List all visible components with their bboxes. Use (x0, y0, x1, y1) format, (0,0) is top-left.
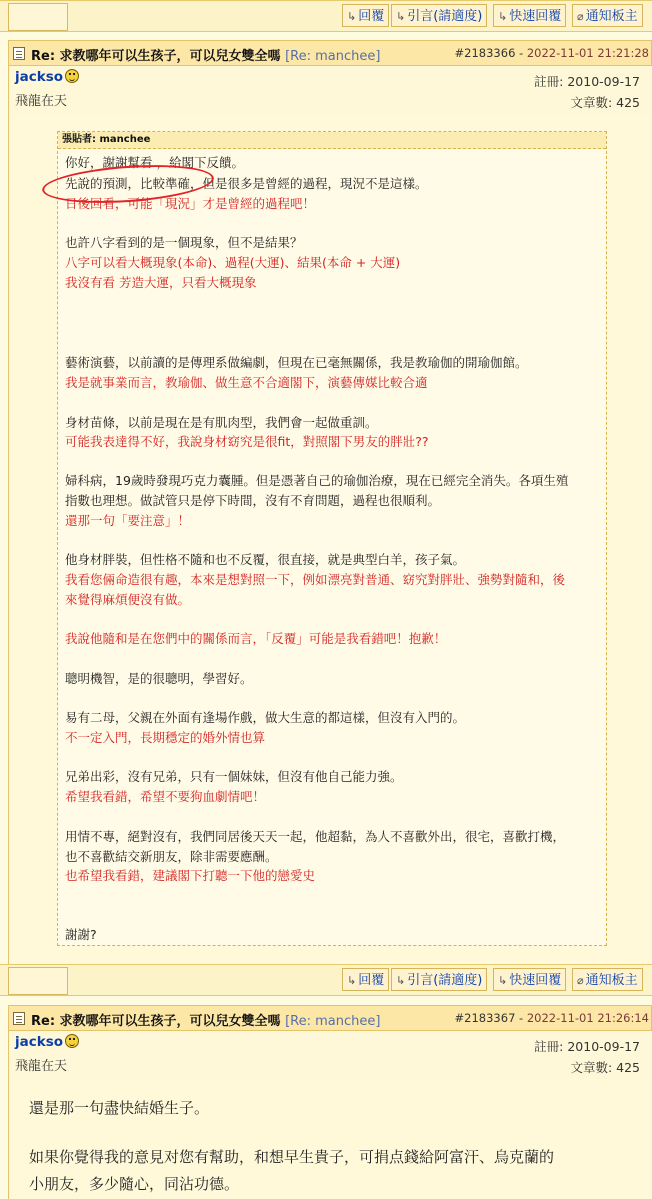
quote-icon: ↳ (396, 10, 406, 23)
author-post-count: 文章數: 425 (570, 95, 640, 110)
quote-line: 藝術演藝，以前讀的是傳理系做編劇，但現在已毫無關係，我是教瑜伽的開瑜伽館。 (65, 355, 528, 370)
quote-line: 兄弟出彩，沒有兄弟，只有一個妹妹，但沒有他自己能力強。 (65, 769, 403, 784)
author-name[interactable]: jackso (15, 69, 79, 85)
notify-moderator-button[interactable]: ⌀ 通知板主 (572, 968, 643, 991)
quote-line: 用情不專，絕對沒有，我們同居後天天一起，他超黏，為人不喜歡外出，很宅，喜歡打機， (65, 829, 566, 844)
reply-button[interactable]: ↳ 回覆 (342, 968, 389, 991)
quote-line: 也不喜歡結交新朋友，除非需要應酬。 (65, 849, 278, 864)
post-date: 2022-11-01 21:21:28 (526, 46, 649, 60)
quote-line: 也許八字看到的是一個現象，但不是結果？ (65, 235, 303, 250)
quote-line: 謝謝? (65, 927, 97, 942)
post-date: 2022-11-01 21:26:14 (526, 1011, 649, 1025)
quote-header: 張貼者: manchee (58, 132, 606, 149)
author-post-count: 文章數: 425 (570, 1060, 640, 1075)
reply-line: 我是就事業而言，教瑜伽、做生意不合適閣下，演藝傳媒比較合適 (65, 375, 428, 390)
post-header (8, 40, 652, 66)
reply-arrow-icon: ↳ (347, 974, 357, 987)
reply-line: 我說他隨和是在您們中的關係而言，「反覆」可能是我看錯吧！抱歉！ (65, 631, 447, 646)
toolbar-left-cell (8, 3, 68, 31)
post-id-link[interactable]: #2183367 (454, 1011, 516, 1025)
post-text-line: 小朋友，多少隨心，同沾功德。 (29, 1175, 240, 1193)
quote-line: 你好，謝謝幫看 ，給閣下反饋。 (65, 155, 244, 170)
quote-line: 婦科病，19歲時發現巧克力囊腫。但是憑著自己的瑜伽治療，現在已經完全消失。各項生殖 (65, 473, 569, 488)
reply-line: 我沒有看 芳造大運，只看大概現象 (65, 275, 257, 290)
post-title[interactable]: Re: 求教哪年可以生孩子，可以兒女雙全嗎 [Re: manchee] (31, 1014, 381, 1029)
author-name[interactable]: jackso (15, 1034, 79, 1050)
quick-reply-button[interactable]: ↳ 快速回覆 (493, 4, 566, 27)
reply-line: 來覺得麻煩便沒有做。 (65, 592, 191, 607)
notify-moderator-button[interactable]: ⌀ 通知板主 (572, 4, 643, 27)
reply-line: 日後回看，可能「現況」才是曾經的過程吧！ (65, 196, 316, 211)
post-text-line: 如果你覺得我的意見对您有幫助，和想早生貴子，可捐点錢給阿富汗、烏克蘭的 (29, 1148, 555, 1166)
post-meta: #2183366 - 2022-11-01 21:21:28 (454, 46, 649, 60)
post-header (8, 1005, 652, 1031)
quote-line: 他身材胖裝，但性格不隨和也不反覆，很直接，就是典型白羊，孩子氣。 (65, 552, 466, 567)
toolbar-left-cell (8, 967, 68, 995)
reply-button[interactable]: ↳ 回覆 (342, 4, 389, 27)
quote-line: 先說的預測，比較準確，但是很多是曾經的過程，現況不是這樣。 (65, 176, 428, 191)
author-title: 飛龍在天 (15, 94, 68, 109)
quote-line: 指數也理想。做試管只是停下時間，沒有不育問題，過程也很順利。 (65, 493, 441, 508)
no-entry-icon: ⌀ (577, 10, 584, 23)
post-id-link[interactable]: #2183366 (454, 46, 516, 60)
quote-icon: ↳ (396, 974, 406, 987)
smiley-icon (65, 69, 79, 83)
quick-reply-icon: ↳ (498, 10, 508, 23)
quick-reply-button[interactable]: ↳ 快速回覆 (493, 968, 566, 991)
quote-button[interactable]: ↳ 引言(請適度) (391, 968, 487, 991)
no-entry-icon: ⌀ (577, 974, 584, 987)
post-author-row (8, 66, 652, 114)
post-toolbar-top (0, 0, 652, 32)
reply-to-user[interactable]: [Re: manchee] (285, 49, 381, 64)
reply-arrow-icon: ↳ (347, 10, 357, 23)
post-text-line: 還是那一句盡快結婚生子。 (29, 1099, 210, 1117)
post-meta: #2183367 - 2022-11-01 21:26:14 (454, 1011, 649, 1025)
document-icon (13, 1012, 25, 1025)
quote-line: 身材苗條，以前是現在是有肌肉型，我們會一起做重訓。 (65, 415, 378, 430)
reply-line: 八字可以看大概現象(本命)、過程(大運)、結果(本命 + 大運) (65, 255, 401, 270)
reply-line: 不一定入門，長期穩定的婚外情也算 (65, 730, 266, 745)
reply-line: 我看您倆命造很有趣，本來是想對照一下，例如漂亮對普通、窈究對胖壯、強勢對隨和，後 (65, 572, 566, 587)
author-reg-date: 註冊: 2010-09-17 (534, 1039, 640, 1054)
reply-line: 也希望我看錯，建議閣下打聽一下他的戀愛史 (65, 868, 316, 883)
reply-line: 希望我看錯，希望不要狗血劇情吧！ (65, 789, 266, 804)
reply-to-user[interactable]: [Re: manchee] (285, 1014, 381, 1029)
document-icon (13, 47, 25, 60)
quote-line: 易有二母，父親在外面有逢場作戲，做大生意的都這樣，但沒有入門的。 (65, 710, 466, 725)
smiley-icon (65, 1034, 79, 1048)
author-reg-date: 註冊: 2010-09-17 (534, 74, 640, 89)
post-author-row (8, 1031, 652, 1079)
reply-line: 還那一句「要注意」！ (65, 513, 191, 528)
quote-button[interactable]: ↳ 引言(請適度) (391, 4, 487, 27)
quick-reply-icon: ↳ (498, 974, 508, 987)
quote-block (57, 131, 607, 946)
quote-line: 聰明機智，是的很聰明，學習好。 (65, 671, 253, 686)
post-title[interactable]: Re: 求教哪年可以生孩子，可以兒女雙全嗎 [Re: manchee] (31, 49, 381, 64)
author-title: 飛龍在天 (15, 1059, 68, 1074)
post-toolbar-bottom (0, 964, 652, 996)
reply-line: 可能我表達得不好，我說身材窈究是很fit，對照閣下男友的胖壯?? (65, 434, 429, 449)
post-body (8, 1079, 652, 1199)
